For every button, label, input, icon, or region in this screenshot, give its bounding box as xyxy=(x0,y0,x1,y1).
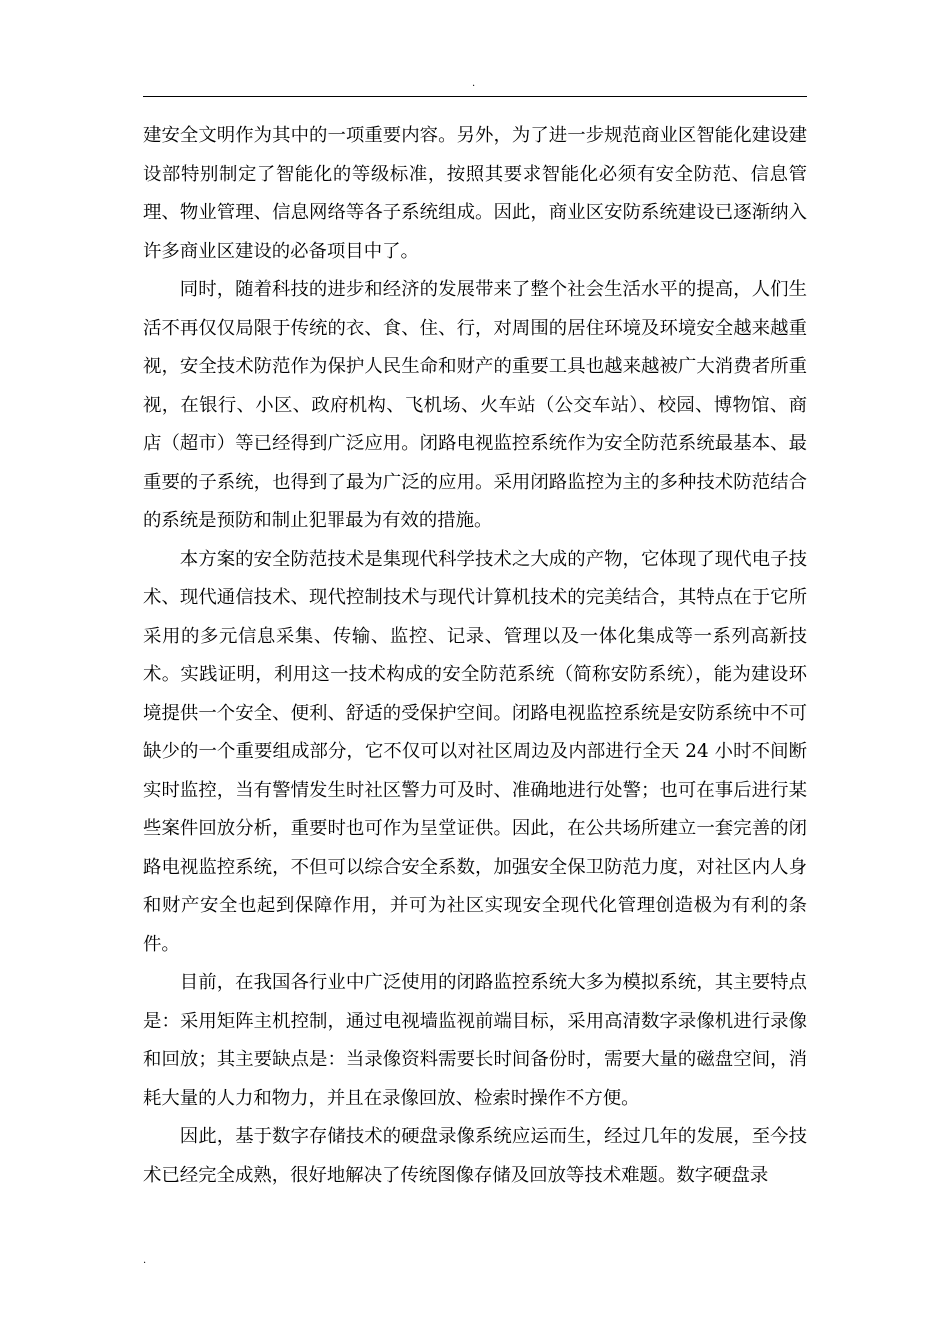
paragraph-1: 建安全文明作为其中的一项重要内容。另外，为了进一步规范商业区智能化建设建设部特别制定了智能化的等级标准，按照其要求智能化必须有安全防范、信息管理、物业管理、信息网络等各子系统组成。因此，商业区安防系统建设已逐渐纳入许多商业区建设的必备项目中了。 xyxy=(143,125,807,262)
document-body xyxy=(143,117,807,1195)
header-rule xyxy=(143,96,807,97)
paragraph-5: 因此，基于数字存储技术的硬盘录像系统应运而生，经过几年的发展，至今技术已经完全成熟，很好地解决了传统图像存储及回放等技术难题。数字硬盘录 xyxy=(143,1126,807,1186)
header-dot: . xyxy=(472,78,476,89)
paragraph-3: 本方案的安全防范技术是集现代科学技术之大成的产物，它体现了现代电子技术、现代通信技术、现代控制技术与现代计算机技术的完美结合，其特点在于它所采用的多元信息采集、传输、监控、记录、管理以及一体化集成等一系列高新技术。实践证明，利用这一技术构成的安全防范系统（简称安防系统），能为建设环境提供一个安全、便利、舒适的受保护空间。闭路电视监控系统是安防系统中不可缺少的一个重要组成部分，它不仅可以对社区周边及内部进行全天 24 小时不间断实时监控，当有警情发生时社区警力可及时、准确地进行处警；也可在事后进行某些案件回放分析，重要时也可作为呈堂证供。因此，在公共场所建立一套完善的闭路电视监控系统，不但可以综合安全系数，加强安全保卫防范力度，对社区内人身和财产安全也起到保障作用，并可为社区实现安全现代化管理创造极为有利的条件。 xyxy=(143,548,807,955)
paragraph-2: 同时，随着科技的进步和经济的发展带来了整个社会生活水平的提高，人们生活不再仅仅局限于传统的衣、食、住、行，对周围的居住环境及环境安全越来越重视，安全技术防范作为保护人民生命和财产的重要工具也越来越被广大消费者所重视，在银行、小区、政府机构、飞机场、火车站（公交车站）、校园、博物馆、商店（超市）等已经得到广泛应用。闭路电视监控系统作为安全防范系统最基本、最重要的子系统，也得到了最为广泛的应用。采用闭路监控为主的多种技术防范结合的系统是预防和制止犯罪最为有效的措施。 xyxy=(143,279,807,531)
footer-dot: . xyxy=(143,1255,147,1266)
paragraph-4: 目前，在我国各行业中广泛使用的闭路监控系统大多为模拟系统，其主要特点是：采用矩阵主机控制，通过电视墙监视前端目标，采用高清数字录像机进行录像和回放；其主要缺点是：当录像资料需要长时间备份时，需要大量的磁盘空间，消耗大量的人力和物力，并且在录像回放、检索时操作不方便。 xyxy=(143,972,807,1109)
